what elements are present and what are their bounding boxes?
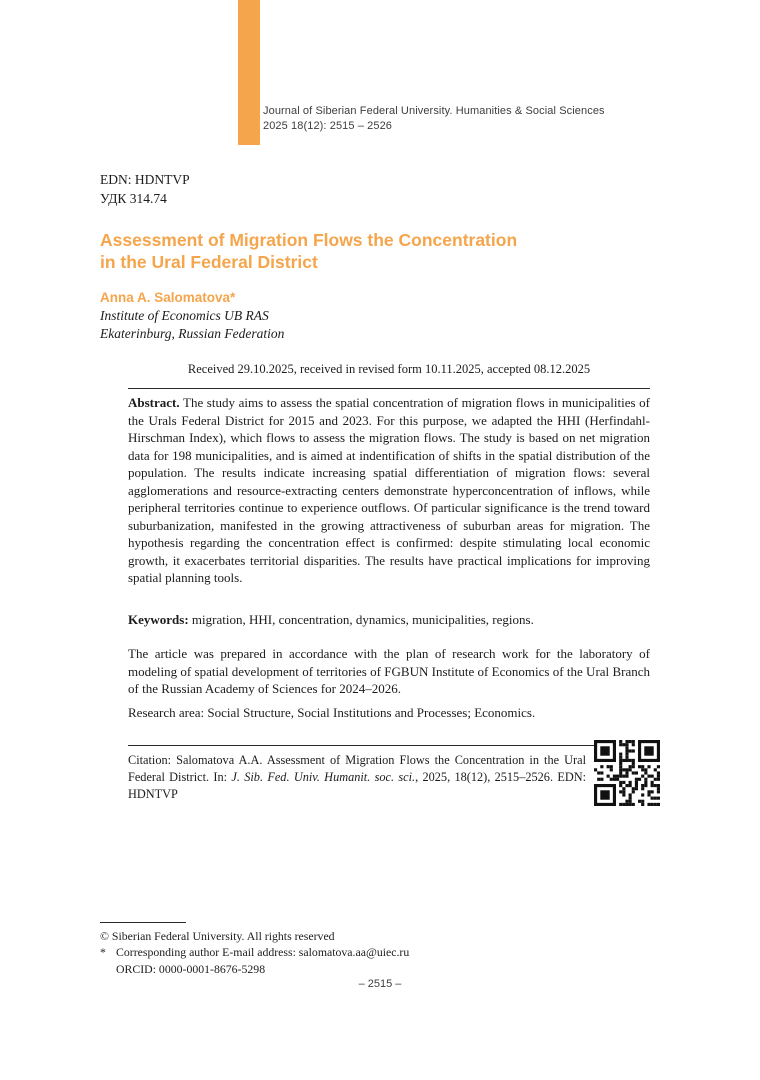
citation-divider [128,745,650,746]
abstract-label: Abstract. [128,395,180,410]
citation-journal-abbrev: J. Sib. Fed. Univ. Humanit. soc. sci. [231,770,416,784]
footnotes [100,928,409,977]
received-dates: Received 29.10.2025, received in revised form 10.11.2025, accepted 08.12.2025 [187,362,591,376]
corresponding-author-note [100,944,409,960]
page-title [100,229,517,273]
qr-code [594,740,660,806]
copyright-note: © Siberian Federal University. All rights reserved [100,929,335,943]
keywords [128,611,650,629]
corresponding-email: Corresponding author E-mail address: salomatova.aa@uiec.ru [116,945,410,960]
title-line-1: Assessment of Migration Flows the Concentration [100,230,518,250]
author-location: Ekaterinburg, Russian Federation [100,326,285,341]
journal-issue: 2025 18(12): 2515 – 2526 [263,119,393,132]
accent-bar [238,0,260,145]
page-number: – 2515 – [358,978,402,990]
journal-header [263,104,605,133]
citation [128,752,586,803]
author-block [100,289,284,343]
author-name: Anna A. Salomatova* [100,290,236,305]
abstract-text: The study aims to assess the spatial concentration of migration flows in municipalities of the Urals Federal District for 2015 and 2023. For this purpose, we adapted the HHI (Herfindahl-Hirschman Index), which flows to assess the migration flows. The study is based on net migration data for 198 municipalities, and is aimed at indentification of shifts in the spatial distribution of the population. The results indicate increasing spatial differentiation of migration flows: several agglomerations and resource-extracting centers demonstrate hyperconcentration of inflows, while peripheral territories continue to experience outflows. Of particular significance is the trend toward suburbanization, manifested in the growing attractiveness of suburban areas for migration. The hypothesis regarding the concentration effect is confirmed: despite stimulating local economic growth, it exacerbates territorial disparities. The results have practical implications for improving spatial planning tools. [128,395,650,585]
citation-prefix: Citation: Salomatova A.A. Assessment of Migration Flows the Concentration in the Ural Federal District. In: [128,753,586,784]
title-line-2: in the Ural Federal District [100,252,318,272]
acknowledgement: The article was prepared in accordance with the plan of research work for the laboratory of modeling of spatial development of territories of FGBUN Institute of Economics of the Ural Branch of the Russian Academy of Sciences for 2024–2026. [128,646,650,696]
edn-code: EDN: HDNTVP [100,172,190,187]
article-identifiers [100,171,190,208]
footnote-divider [100,922,186,923]
research-area: Research area: Social Structure, Social Institutions and Processes; Economics. [128,705,536,720]
abstract [128,394,650,587]
asterisk-marker: * [100,945,106,960]
journal-name: Journal of Siberian Federal University. Humanities & Social Sciences [263,105,605,117]
abstract-divider [128,388,650,389]
orcid-note: ORCID: 0000-0001-8676-5298 [116,961,266,976]
author-affiliation: Institute of Economics UB RAS [100,308,269,323]
udk-code: УДК 314.74 [100,190,167,206]
keywords-label: Keywords: [128,612,189,627]
keywords-text: migration, HHI, concentration, dynamics, municipalities, regions. [188,612,534,627]
citation-suffix: , 2025, 18(12), 2515–2526. EDN: HDNTVP [128,770,587,801]
